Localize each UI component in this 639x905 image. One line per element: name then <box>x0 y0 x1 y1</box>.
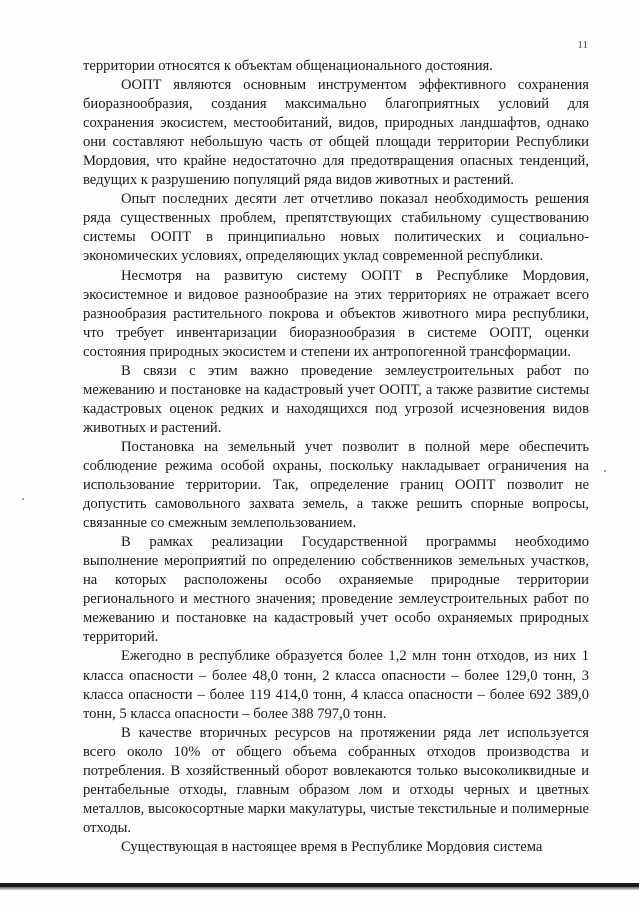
scan-speck <box>22 498 24 500</box>
paragraph-continuation: территории относятся к объектам общенационального достояния. <box>83 58 493 74</box>
scan-bottom-edge-shadow <box>0 887 639 890</box>
paragraph-biodiversity-inventory: Несмотря на развитую систему ООПТ в Республике Мордовия, экосистемное и видовое разнообразие на этих территориях не отражает всего разнообразия растительного покрова и объектов животного мира республики, что требует инвентаризации биоразнообразия в системе ООПТ, оценки состояния природных экосистем и степени их антропогенной трансформации. <box>83 267 589 360</box>
paragraph-oopt-role: ООПТ являются основным инструментом эффективного сохранения биоразнообразия, создания максимально благоприятных условий для сохранения экосистем, местообитаний, видов, природных ландшафтов, однако они составляют небольшую часть от общей площади территории Республики Мордовия, что крайне недостаточно для предотвращения опасных тенденций, ведущих к разрушению популяций ряда видов животных и растений. <box>83 77 589 189</box>
scan-speck <box>604 470 606 472</box>
paragraph-secondary-resources: В качестве вторичных ресурсов на протяжении ряда лет используется всего около 10% от общего объема собранных отходов производства и потребления. В хозяйственный оборот вовлекаются только высоколиквидные и рентабельные отходы, главным образом лом и отходы черных и цветных металлов, высокосортные марки макулатуры, чистые текстильные и полимерные отходы. <box>83 724 589 836</box>
document-body <box>83 57 589 857</box>
page-number: 11 <box>577 39 588 51</box>
paragraph-waste-volumes: Ежегодно в республике образуется более 1,2 млн тонн отходов, из них 1 класса опасности – более 48,0 тонн, 2 класса опасности – более 129,0 тонн, 3 класса опасности – более 119 414,0 тонн, 4 класса опасности – более 692 389,0 тонн, 5 класса опасности – более 388 797,0 тонн. <box>83 648 589 722</box>
paragraph-land-registration: Постановка на земельный учет позволит в полной мере обеспечить соблюдение режима особой охраны, поскольку накладывает ограничения на использование территории. Так, определение границ ООПТ позволит не допустить самовольного захвата земель, а также решить спорные вопросы, связанные со смежным землепользованием. <box>83 438 589 532</box>
paragraph-state-program: В рамках реализации Государственной программы необходимо выполнение мероприятий по определению собственников земельных участков, на которых расположены особо охраняемые природные территории регионального и местного значения; проведение землеустроительных работ по межеванию и постановке на кадастровый учет особо охраняемых природных территорий. <box>83 534 589 646</box>
paragraph-ten-years-experience: Опыт последних десяти лет отчетливо показал необходимость решения ряда существенных проблем, препятствующих стабильному существованию системы ООПТ в принципиально новых политических и социально-экономических условиях, определяющих уклад современной республики. <box>83 191 589 265</box>
paragraph-land-survey-works: В связи с этим важно проведение землеустроительных работ по межеванию и постановке на кадастровый учет ООПТ, а также развитие системы кадастровых оценок редких и находящихся под угрозой исчезновения видов животных и растений. <box>83 362 589 436</box>
paragraph-existing-system: Существующая в настоящее время в Республике Мордовия система <box>121 838 543 855</box>
